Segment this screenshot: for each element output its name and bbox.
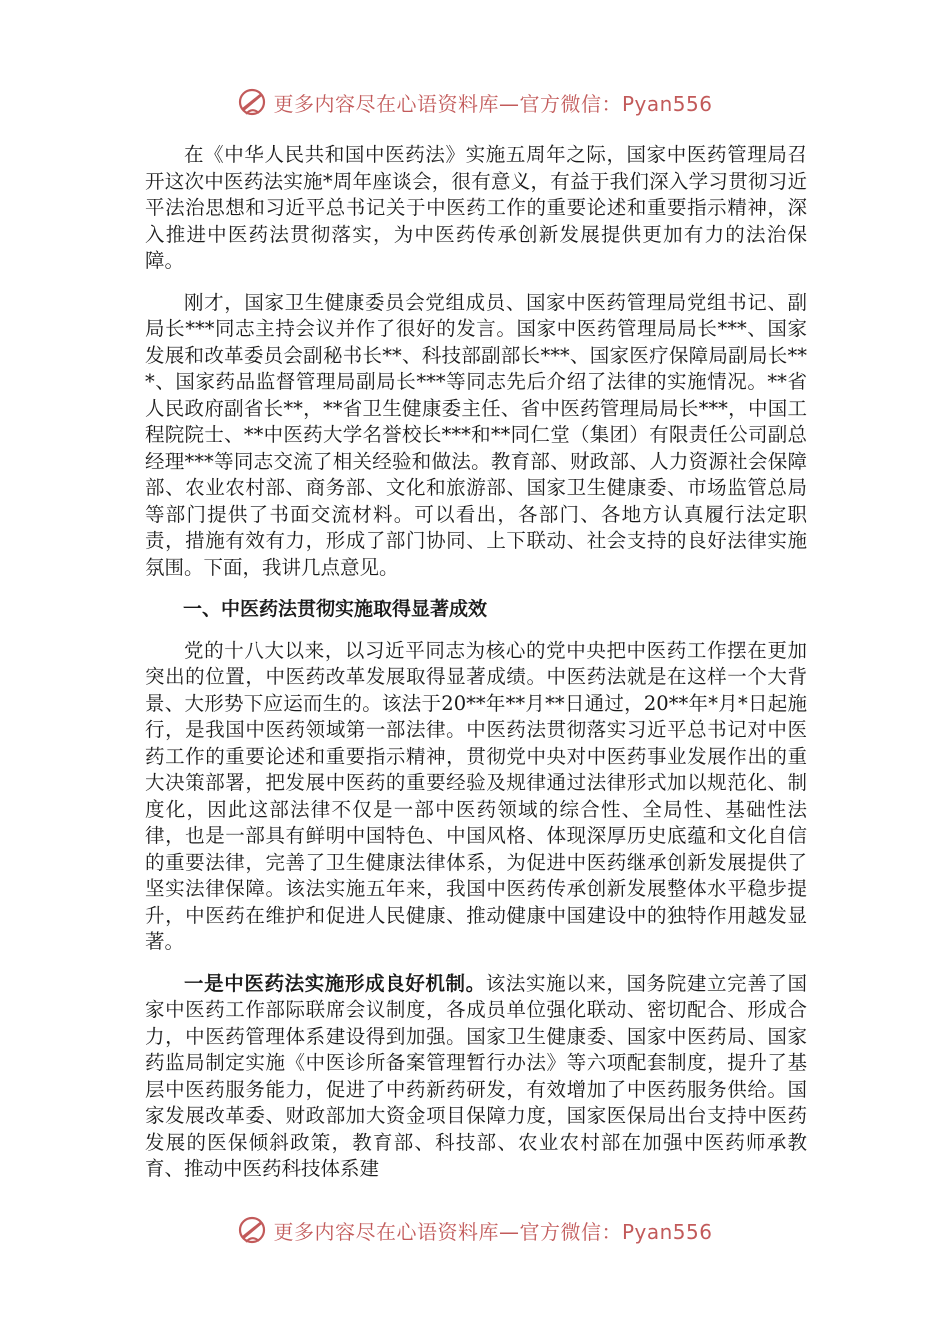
pen-ribbon-logo-icon	[237, 87, 267, 117]
pen-ribbon-logo-icon	[237, 1215, 267, 1245]
header-watermark	[0, 82, 950, 122]
document-body	[145, 142, 807, 1198]
footer-watermark	[0, 1210, 950, 1250]
watermark-text: 更多内容尽在心语资料库—官方微信：Pyan556	[273, 91, 713, 116]
paragraph-4-lead: 一是中医药法实施形成良好机制。	[184, 971, 486, 995]
watermark-text: 更多内容尽在心语资料库—官方微信：Pyan556	[273, 1219, 713, 1244]
paragraph-3: 党的十八大以来，以习近平同志为核心的党中央把中医药工作摆在更加突出的位置，中医药改革发展取得显著成绩。中医药法就是在这样一个大背景、大形势下应运而生的。该法于20**年**月**日通过，20**年*月*日起施行，是我国中医药领域第一部法律。中医药法贯彻落实习近平总书记对中医药工作的重要论述和重要指示精神，贯彻党中央对中医药事业发展作出的重大决策部署，把发展中医药的重要经验及规律通过法律形式加以规范化、制度化，因此这部法律不仅是一部中医药领域的综合性、全局性、基础性法律，也是一部具有鲜明中国特色、中国风格、体现深厚历史底蕴和文化自信的重要法律，完善了卫生健康法律体系，为促进中医药继承创新发展提供了坚实法律保障。该法实施五年来，我国中医药传承创新发展整体水平稳步提升，中医药在维护和促进人民健康、推动健康中国建设中的独特作用越发显著。	[145, 638, 807, 953]
paragraph-4-body: 该法实施以来，国务院建立完善了国家中医药工作部际联席会议制度，各成员单位强化联动、密切配合、形成合力，中医药管理体系建设得到加强。国家卫生健康委、国家中医药局、国家药监局制定实施《中医诊所备案管理暂行办法》等六项配套制度，提升了基层中医药服务能力，促进了中药新药研发，有效增加了中医药服务供给。国家发展改革委、财政部加大资金项目保障力度，国家医保局出台支持中医药发展的医保倾斜政策，教育部、科技部、农业农村部在加强中医药师承教育、推动中医药科技体系建	[145, 971, 807, 1180]
paragraph-2: 刚才，国家卫生健康委员会党组成员、国家中医药管理局党组书记、副局长***同志主持会议并作了很好的发言。国家中医药管理局局长***、国家发展和改革委员会副秘书长**、科技部副部长***、国家医疗保障局副局长***、国家药品监督管理局副局长***等同志先后介绍了法律的实施情况。**省人民政府副省长**，**省卫生健康委主任、省中医药管理局局长***，中国工程院院士、**中医药大学名誉校长***和**同仁堂（集团）有限责任公司副总经理***等同志交流了相关经验和做法。教育部、财政部、人力资源社会保障部、农业农村部、商务部、文化和旅游部、国家卫生健康委、市场监管总局等部门提供了书面交流材料。可以看出，各部门、各地方认真履行法定职责，措施有效有力，形成了部门协同、上下联动、社会支持的良好法律实施氛围。下面，我讲几点意见。	[145, 290, 807, 579]
paragraph-4	[145, 971, 807, 1183]
section-heading-1: 一、中医药法贯彻实施取得显著成效	[183, 598, 488, 620]
paragraph-1: 在《中华人民共和国中医药法》实施五周年之际，国家中医药管理局召开这次中医药法实施*周年座谈会，很有意义，有益于我们深入学习贯彻习近平法治思想和习近平总书记关于中医药工作的重要论述和重要指示精神，深入推进中医药法贯彻落实，为中医药传承创新发展提供更加有力的法治保障。	[145, 143, 807, 272]
